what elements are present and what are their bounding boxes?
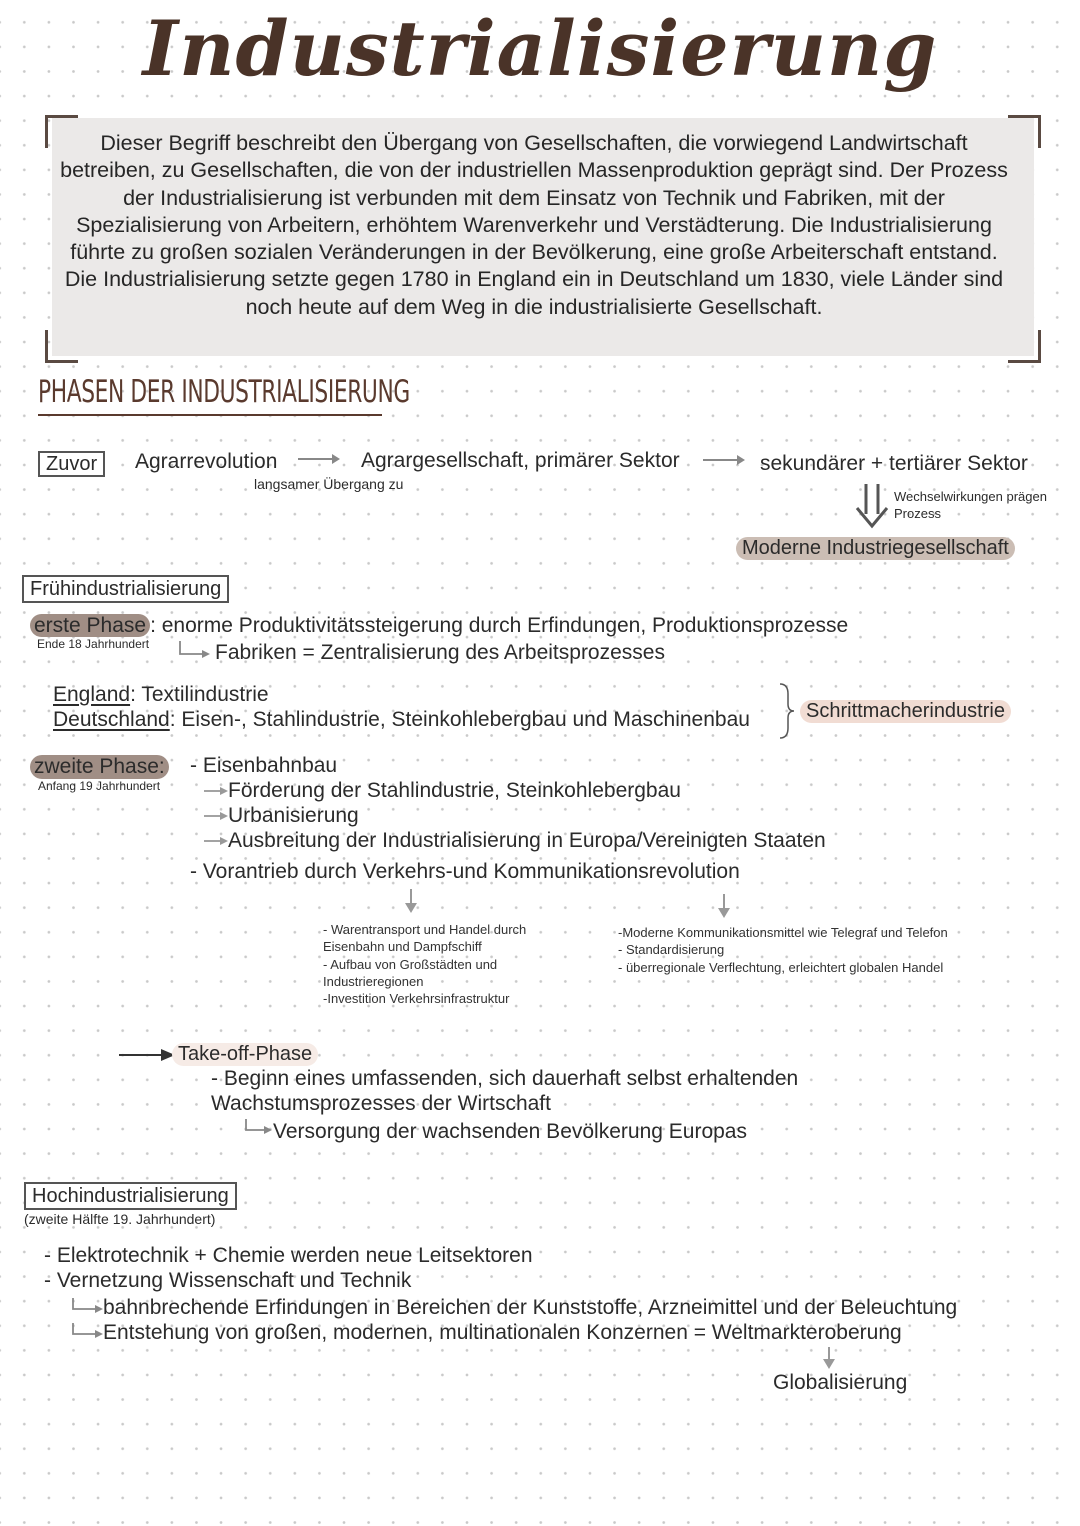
- takeoff-sub: Versorgung der wachsenden Bevölkerung Europas: [273, 1120, 747, 1143]
- arrow-down-icon: [821, 1347, 837, 1371]
- arrow-right-icon: [204, 834, 230, 848]
- phase2-item: Urbanisierung: [228, 804, 359, 827]
- corner-arrow-icon: [178, 641, 212, 659]
- list-item: - Standardisierung: [618, 942, 725, 958]
- phase1-date: Ende 18 Jahrhundert: [37, 637, 150, 651]
- page-title: Industrialisierung: [142, 4, 938, 93]
- bracket-corner: [1008, 330, 1041, 363]
- bracket-corner: [1008, 115, 1041, 148]
- globalisierung: Globalisierung: [773, 1371, 908, 1394]
- hoch-item: - Elektrotechnik + Chemie werden neue Leitsektoren: [44, 1244, 533, 1267]
- deutschland-label: Deutschland: [53, 708, 170, 731]
- result-badge: Moderne Industriegesellschaft: [736, 537, 1015, 560]
- section-heading: PHASEN DER INDUSTRIALISIERUNG: [38, 374, 410, 410]
- phase1-line: [30, 614, 848, 638]
- arrow-right-icon: [204, 784, 230, 798]
- hochindustrialisierung-date: (zweite Hälfte 19. Jahrhundert): [24, 1211, 216, 1227]
- corner-arrow-icon: [71, 1323, 105, 1341]
- phase2-item: Förderung der Stahlindustrie, Steinkohlebergbau: [228, 779, 681, 802]
- arrow-right-icon: [296, 452, 342, 466]
- hoch-subitem: bahnbrechende Erfindungen in Bereichen der Kunststoffe, Arzneimittel und der Beleuchtung: [103, 1296, 958, 1319]
- hoch-subitem: Entstehung von großen, modernen, multinationalen Konzernen = Weltmarkteroberung: [103, 1321, 902, 1344]
- sectors-text: sekundärer + tertiärer Sektor: [760, 452, 1028, 475]
- phase2-label: zweite Phase:: [30, 755, 169, 779]
- list-item: - Warentransport und Handel durch Eisenbahn und Dampfschiff: [323, 922, 527, 955]
- list-item: - Aufbau von Großstädten und Industrieregionen: [323, 956, 498, 989]
- england-line: [53, 683, 269, 707]
- takeoff-label: Take-off-Phase: [172, 1043, 318, 1066]
- brace-icon: [776, 682, 796, 740]
- england-label: England: [53, 683, 131, 706]
- verkehr-list: [323, 921, 573, 1007]
- kommunikation-list: [618, 924, 953, 976]
- zuvor-label: Zuvor: [38, 451, 105, 477]
- corner-arrow-icon: [71, 1298, 105, 1316]
- corner-arrow-icon: [244, 1119, 274, 1137]
- list-item: -Investition Verkehrsinfrastruktur: [323, 991, 510, 1007]
- arrow-right-icon: [204, 809, 230, 823]
- deutschland-text: : Eisen-, Stahlindustrie, Steinkohlebergbau und Maschinenbau: [169, 708, 750, 731]
- schrittmacher-badge: Schrittmacherindustrie: [800, 700, 1011, 723]
- agrargesellschaft: Agrargesellschaft, primärer Sektor: [361, 449, 680, 472]
- phase1-sub: Fabriken = Zentralisierung des Arbeitsprozesses: [215, 641, 665, 664]
- takeoff-text: - Beginn eines umfassenden, sich dauerhaft selbst erhaltenden Wachstumsprozesses der Wirtschaft: [211, 1067, 799, 1115]
- list-item: - überregionale Verflechtung, erleichtert globalen Handel: [618, 959, 944, 975]
- arrow-down-icon: [716, 894, 732, 920]
- phase1-text: : enorme Produktivitätssteigerung durch Erfindungen, Produktionsprozesse: [150, 614, 849, 637]
- definition-text: Dieser Begriff beschreibt den Übergang von Gesellschaften, die vorwiegend Landwirtschaft betreiben, zu Gesellschaften, die von der industriellen Massenproduktion geprägt sind. Der Prozess der Industrialisierung ist verbunden mit dem Einsatz von Technik und Fabriken, mit der Spezialisierung von Arbeitern, erhöhtem Warenverkehr und Verstädterung. Die Industrialisierung führte zu großen sozialen Veränderungen in der Bevölkerung, eine große Arbeiterschaft entstand. Die Industrialisierung setzte gegen 1780 in England ein in Deutschland um 1830, viele Länder sind noch heute auf dem Weg in die industrialisierte Gesellschaft.: [60, 131, 1008, 319]
- arrow-right-icon: [119, 1047, 179, 1063]
- interaction-note: Wechselwirkungen prägen Prozess: [894, 489, 1047, 521]
- phase2-item: - Vorantrieb durch Verkehrs-und Kommunikationsrevolution: [190, 860, 740, 883]
- phase2-item: Ausbreitung der Industrialisierung in Europa/Vereinigten Staaten: [228, 829, 826, 852]
- heading-underline: [38, 414, 382, 416]
- list-item: -Moderne Kommunikationsmittel wie Telegraf und Telefon: [618, 925, 948, 940]
- phase2-item: - Eisenbahnbau: [190, 754, 338, 777]
- double-arrow-down-icon: [854, 484, 890, 530]
- transition-note: langsamer Übergang zu: [254, 476, 404, 492]
- arrow-right-icon: [701, 453, 747, 467]
- fruehindustrialisierung-heading: Frühindustrialisierung: [22, 575, 229, 603]
- arrow-down-icon: [403, 889, 419, 915]
- hoch-item: - Vernetzung Wissenschaft und Technik: [44, 1269, 412, 1292]
- agrarrevolution: Agrarrevolution: [135, 450, 278, 473]
- phase2-date: Anfang 19 Jahrhundert: [38, 779, 161, 793]
- hochindustrialisierung-heading: Hochindustrialisierung: [24, 1182, 237, 1210]
- england-text: : Textilindustrie: [130, 683, 269, 706]
- deutschland-line: [53, 708, 750, 732]
- bracket-corner: [45, 330, 78, 363]
- phase1-label: erste Phase: [30, 614, 150, 637]
